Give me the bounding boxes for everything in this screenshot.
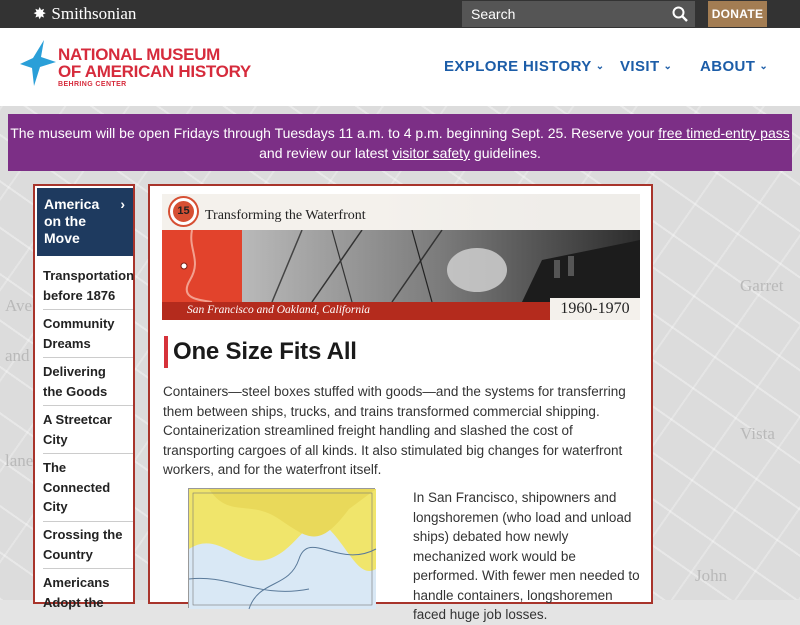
section-sidebar bbox=[33, 184, 135, 610]
sidebar-item-label: Crossing the bbox=[43, 527, 123, 542]
logo-subtitle: BEHRING CENTER bbox=[58, 81, 127, 88]
chevron-down-icon: ⌄ bbox=[759, 61, 769, 72]
announcement-text: The museum will be open Fridays through Tuesdays 11 a.m. to 4 p.m. beginning Sept. 25. Reserve your bbox=[10, 125, 659, 141]
background-map-label: lane bbox=[5, 451, 34, 470]
banner-map-graphic bbox=[162, 230, 242, 302]
smithsonian-brand: Smithsonian bbox=[51, 4, 137, 23]
search-box bbox=[462, 1, 695, 27]
museum-logo[interactable] bbox=[20, 40, 265, 94]
nav-label: VISIT bbox=[620, 58, 660, 75]
banner-title-strip bbox=[162, 194, 640, 230]
nav-visit[interactable] bbox=[620, 58, 672, 75]
background-map-label: Garret bbox=[740, 276, 784, 295]
sidebar-header-label: America bbox=[44, 196, 100, 212]
visitor-safety-link[interactable]: visitor safety bbox=[392, 145, 471, 161]
sidebar-item-label: Country bbox=[43, 546, 93, 562]
search-icon[interactable] bbox=[672, 6, 688, 22]
nav-label: EXPLORE HISTORY bbox=[444, 58, 592, 75]
sidebar-item-label: Connected bbox=[43, 479, 111, 495]
site-header bbox=[0, 28, 800, 106]
sidebar-item-americans-adopt-the[interactable] bbox=[43, 573, 133, 617]
nav-explore-history[interactable] bbox=[444, 58, 604, 75]
logo-text-line2: OF AMERICAN HISTORY bbox=[58, 62, 251, 81]
background-map-label: and bbox=[5, 346, 30, 365]
bay-map-image bbox=[189, 489, 376, 609]
star-logo-icon bbox=[20, 40, 56, 86]
route-map-icon bbox=[162, 230, 242, 302]
background-map-label: Ave bbox=[5, 296, 33, 315]
sidebar-item-label: before 1876 bbox=[43, 287, 116, 303]
ship-cranes-image bbox=[242, 230, 640, 302]
sidebar-item-crossing-the-country[interactable] bbox=[43, 525, 133, 569]
banner-location: San Francisco and Oakland, California bbox=[187, 304, 371, 316]
sidebar-header-label: on the bbox=[44, 213, 86, 229]
sidebar-item-label: Americans bbox=[43, 575, 110, 590]
sidebar-item-label: City bbox=[43, 431, 68, 447]
sidebar-item-label: the Goods bbox=[43, 383, 108, 399]
chevron-down-icon: ⌄ bbox=[595, 61, 605, 72]
sidebar-item-label: Transportation bbox=[43, 268, 135, 283]
sidebar-item-label: Adopt the bbox=[43, 594, 104, 610]
sidebar-item-the-connected-city[interactable] bbox=[43, 458, 133, 522]
smithsonian-topbar bbox=[0, 0, 800, 28]
body-paragraph: In San Francisco, shipowners and longshoremen (who load and unload ships) debated how newly mechanized work would be performed. With fewer men needed to handle containers, longshoremen faced huge job losses. bbox=[413, 490, 640, 622]
sidebar-item-transportation-before-1876[interactable] bbox=[43, 266, 133, 310]
sidebar-header-label: Move bbox=[44, 230, 80, 246]
smithsonian-logo[interactable] bbox=[33, 4, 136, 24]
sidebar-item-label: Delivering bbox=[43, 364, 106, 379]
sidebar-item-a-streetcar-city[interactable] bbox=[43, 410, 133, 454]
banner-ship-photo bbox=[242, 230, 640, 302]
nautical-chart-image bbox=[188, 488, 375, 608]
sidebar-item-label: City bbox=[43, 499, 68, 514]
section-banner bbox=[162, 194, 640, 320]
nav-label: ABOUT bbox=[700, 58, 756, 75]
banner-title: Transforming the Waterfront bbox=[205, 208, 366, 223]
chevron-down-icon: ⌄ bbox=[663, 61, 673, 72]
stop-number-badge: 15 bbox=[170, 198, 197, 225]
logo-text-line1: NATIONAL MUSEUM bbox=[58, 45, 221, 64]
sidebar-item-label: Dreams bbox=[43, 335, 91, 351]
announcement-text: and review our latest bbox=[259, 145, 393, 161]
sidebar-header-america-on-the-move[interactable] bbox=[37, 188, 133, 256]
announcement-text: guidelines. bbox=[470, 145, 541, 161]
sidebar-item-delivering-the-goods[interactable] bbox=[43, 362, 133, 406]
background-map-label: John bbox=[695, 566, 728, 585]
sidebar-item-label: A Streetcar bbox=[43, 412, 112, 427]
nav-about[interactable] bbox=[700, 58, 768, 75]
intro-paragraph: Containers—steel boxes stuffed with goods—and the systems for transferring them between ships, trucks, and trains transformed commercial shipping. Containerization streamlined freight handling and slashed the cost of transporting cargoes of all kinds. It also stimulated big changes for waterfront workers, and for the waterfront itself. bbox=[163, 384, 626, 477]
main-content bbox=[148, 184, 653, 622]
sidebar-item-label: Community bbox=[43, 316, 115, 331]
sidebar-item-community-dreams[interactable] bbox=[43, 314, 133, 358]
sun-icon: ✸ bbox=[33, 6, 47, 23]
announcement-banner bbox=[8, 114, 792, 171]
banner-years: 1960-1970 bbox=[550, 298, 640, 320]
sidebar-item-label: The bbox=[43, 460, 67, 475]
donate-button[interactable]: DONATE bbox=[708, 1, 767, 27]
search-input[interactable] bbox=[462, 1, 662, 27]
page-title: One Size Fits All bbox=[164, 336, 357, 368]
background-map-label: Vista bbox=[740, 424, 775, 443]
chevron-right-icon: › bbox=[120, 196, 125, 212]
timed-entry-pass-link[interactable]: free timed-entry pass bbox=[658, 125, 790, 141]
